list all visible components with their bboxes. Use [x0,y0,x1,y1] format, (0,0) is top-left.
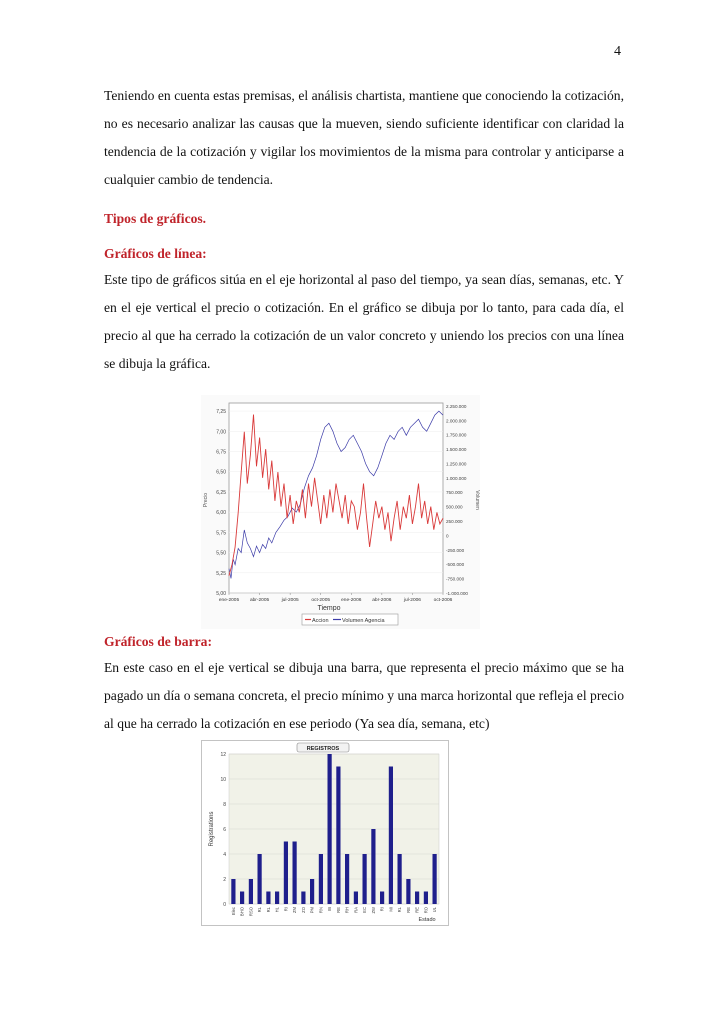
bar-chart-xtick: RE [405,907,411,913]
line-chart-ytick: 7,25 [216,409,226,416]
line-chart-y2tick: -250.000 [446,547,465,553]
bar-chart-xtick: RE [414,907,420,913]
line-chart-y2tick: 2.250.000 [446,403,467,409]
bar [424,892,428,905]
bar [319,854,323,904]
line-chart-y2tick: 1.250.000 [446,461,467,467]
bar [284,842,288,905]
line-chart-description: Este tipo de gráficos sitúa en el eje horizontal al paso del tiempo, ya sean días, semanas, etc. Y en el eje vertical el precio o cotización. En el gráfico se dibuja por lo tanto, para cada día, el precio al que ha cerrado la cotización de un valor concreto y uniendo los precios con una línea se dibuja la gráfica. [104,272,624,371]
bar-chart-xtick: ZW [370,907,376,914]
line-chart-xtick: ene-2006 [341,598,362,603]
line-chart-xtick: oct-2005 [311,598,331,603]
bar-chart-xlabel: Estado [418,917,436,923]
bar [240,892,244,905]
bar [345,854,349,904]
line-chart-y2tick: 250.000 [446,519,463,525]
bar-chart-xtick: RL [397,907,403,913]
bar-chart-ylabel: Registrations [209,811,215,847]
line-chart-y2tick: -1.000.000 [446,591,468,596]
bar-chart-ytick: 8 [223,802,226,808]
line-chart-ylabel: Precio [203,492,209,508]
bar [371,829,375,904]
bar-chart-xtick: BHO [239,907,245,917]
bar-chart-xtick: RSO [248,907,254,917]
bar-chart-xtick: RH [344,907,350,914]
line-chart [201,395,480,629]
bar-chart-description: En este caso en el eje vertical se dibuja una barra, que representa el precio máximo que se ha pagado un día o semana concreta, el precio mínimo y una marca horizontal que refleja el precio al que ha cerrado la cotización en ese periodo (Ya sea día, semana, etc) [104,660,624,731]
bar-chart-xtick: ZO [300,907,306,913]
line-chart-ytick: 5,75 [216,530,226,537]
bar-chart-ytick: 10 [220,777,226,783]
line-chart-xtick: ene-2005 [218,598,240,603]
section-heading-bar: Gráficos de barra: [104,634,212,649]
line-chart-y2tick: 0 [446,533,449,539]
bar-chart-xtick: RO [423,907,429,914]
legend-volumen: Volumen Agencia [342,618,385,624]
line-chart-ytick: 6,75 [216,449,226,456]
line-chart-ytick: 6,25 [216,489,226,496]
bar-chart-xtick: RI [283,907,289,912]
bar-chart-ytick: 2 [223,877,226,883]
bar-chart-ytick: 4 [223,852,226,858]
bar-chart-xtick: RL [265,907,271,913]
intro-paragraph: Teniendo en cuenta estas premisas, el análisis chartista, mantiene que conociendo la cotización, no es necesario analizar las causas que la mueven, siendo suficiente identificar con claridad la tendencia de la cotización y vigilar los movimientos de la misma para controlar y anticiparse a cualquier cambio de tendencia. [104,88,624,187]
section-heading-line: Gráficos de línea: [104,246,207,261]
bar [363,854,367,904]
line-chart-figure [201,395,480,629]
bar [275,892,279,905]
bar-chart-ytick: 12 [220,752,226,758]
bar-chart-xtick: UL [432,907,438,913]
line-chart-ytick: 5,00 [216,591,226,597]
line-chart-xtick: oct-2006 [433,598,453,603]
bar-chart-xtick: IB [327,907,333,911]
line-chart-y2tick: 1.500.000 [446,447,467,453]
bar-chart-xtick: RI [379,907,385,912]
page-number: 4 [614,44,621,59]
legend-accion: Accion [312,618,329,624]
line-chart-ytick: 5,50 [216,550,226,557]
line-chart-y2tick: 750.000 [446,490,463,496]
bar [398,854,402,904]
bar-chart-xtick: RE [335,907,341,913]
bar [266,892,270,905]
bar-chart-ytick: 6 [223,827,226,833]
bar [336,767,340,905]
line-chart-y2tick: 1.750.000 [446,432,467,438]
line-chart-legend [302,614,398,625]
line-chart-y2tick: 2.000.000 [446,418,467,424]
bar-chart-title: REGISTROS [306,746,340,752]
line-chart-ytick: 6,50 [216,469,226,476]
bar-chart-xtick: EC [362,907,368,913]
bar [328,754,332,904]
bar [310,879,314,904]
bar [380,892,384,905]
line-chart-y2tick: 500.000 [446,504,463,510]
bar [258,854,262,904]
bar-chart-xtick: Elec [230,907,236,916]
bar [389,767,393,905]
line-chart-y2tick: -500.000 [446,562,465,568]
line-chart-y2tick: 1.000.000 [446,475,467,481]
bar [415,892,419,905]
line-chart-xtick: jul-2005 [281,598,299,603]
line-chart-xtick: abr-2006 [372,598,392,603]
line-chart-xlabel: Tiempo [317,605,341,612]
line-chart-y2label: Volumen [474,490,480,510]
bar-chart-ytick: 0 [223,902,226,908]
bar-chart-xtick: ZM [292,907,298,914]
bar-chart-figure [201,740,449,926]
bar [406,879,410,904]
bar-chart-xtick: MI [388,907,394,912]
bar [231,879,235,904]
section-heading-types: Tipos de gráficos. [104,211,207,226]
bar [433,854,437,904]
line-chart-xtick: jul-2006 [403,598,421,603]
bar-chart [201,740,449,926]
bar-chart-xtick: HL [274,907,280,913]
bar [293,842,297,905]
line-chart-y2tick: -750.000 [446,576,465,582]
bar-chart-xtick: RA [353,907,359,913]
bar-chart-xtick: RN [318,907,324,914]
bar [249,879,253,904]
line-chart-ytick: 7,00 [216,429,226,436]
bar-chart-xtick: PM [309,907,315,914]
bar-chart-xtick: RL [257,907,263,913]
line-chart-ytick: 6,00 [216,510,226,517]
line-chart-ytick: 5,25 [216,570,226,577]
line-chart-xtick: abr-2005 [249,598,270,603]
bar [301,892,305,905]
bar [354,892,358,905]
